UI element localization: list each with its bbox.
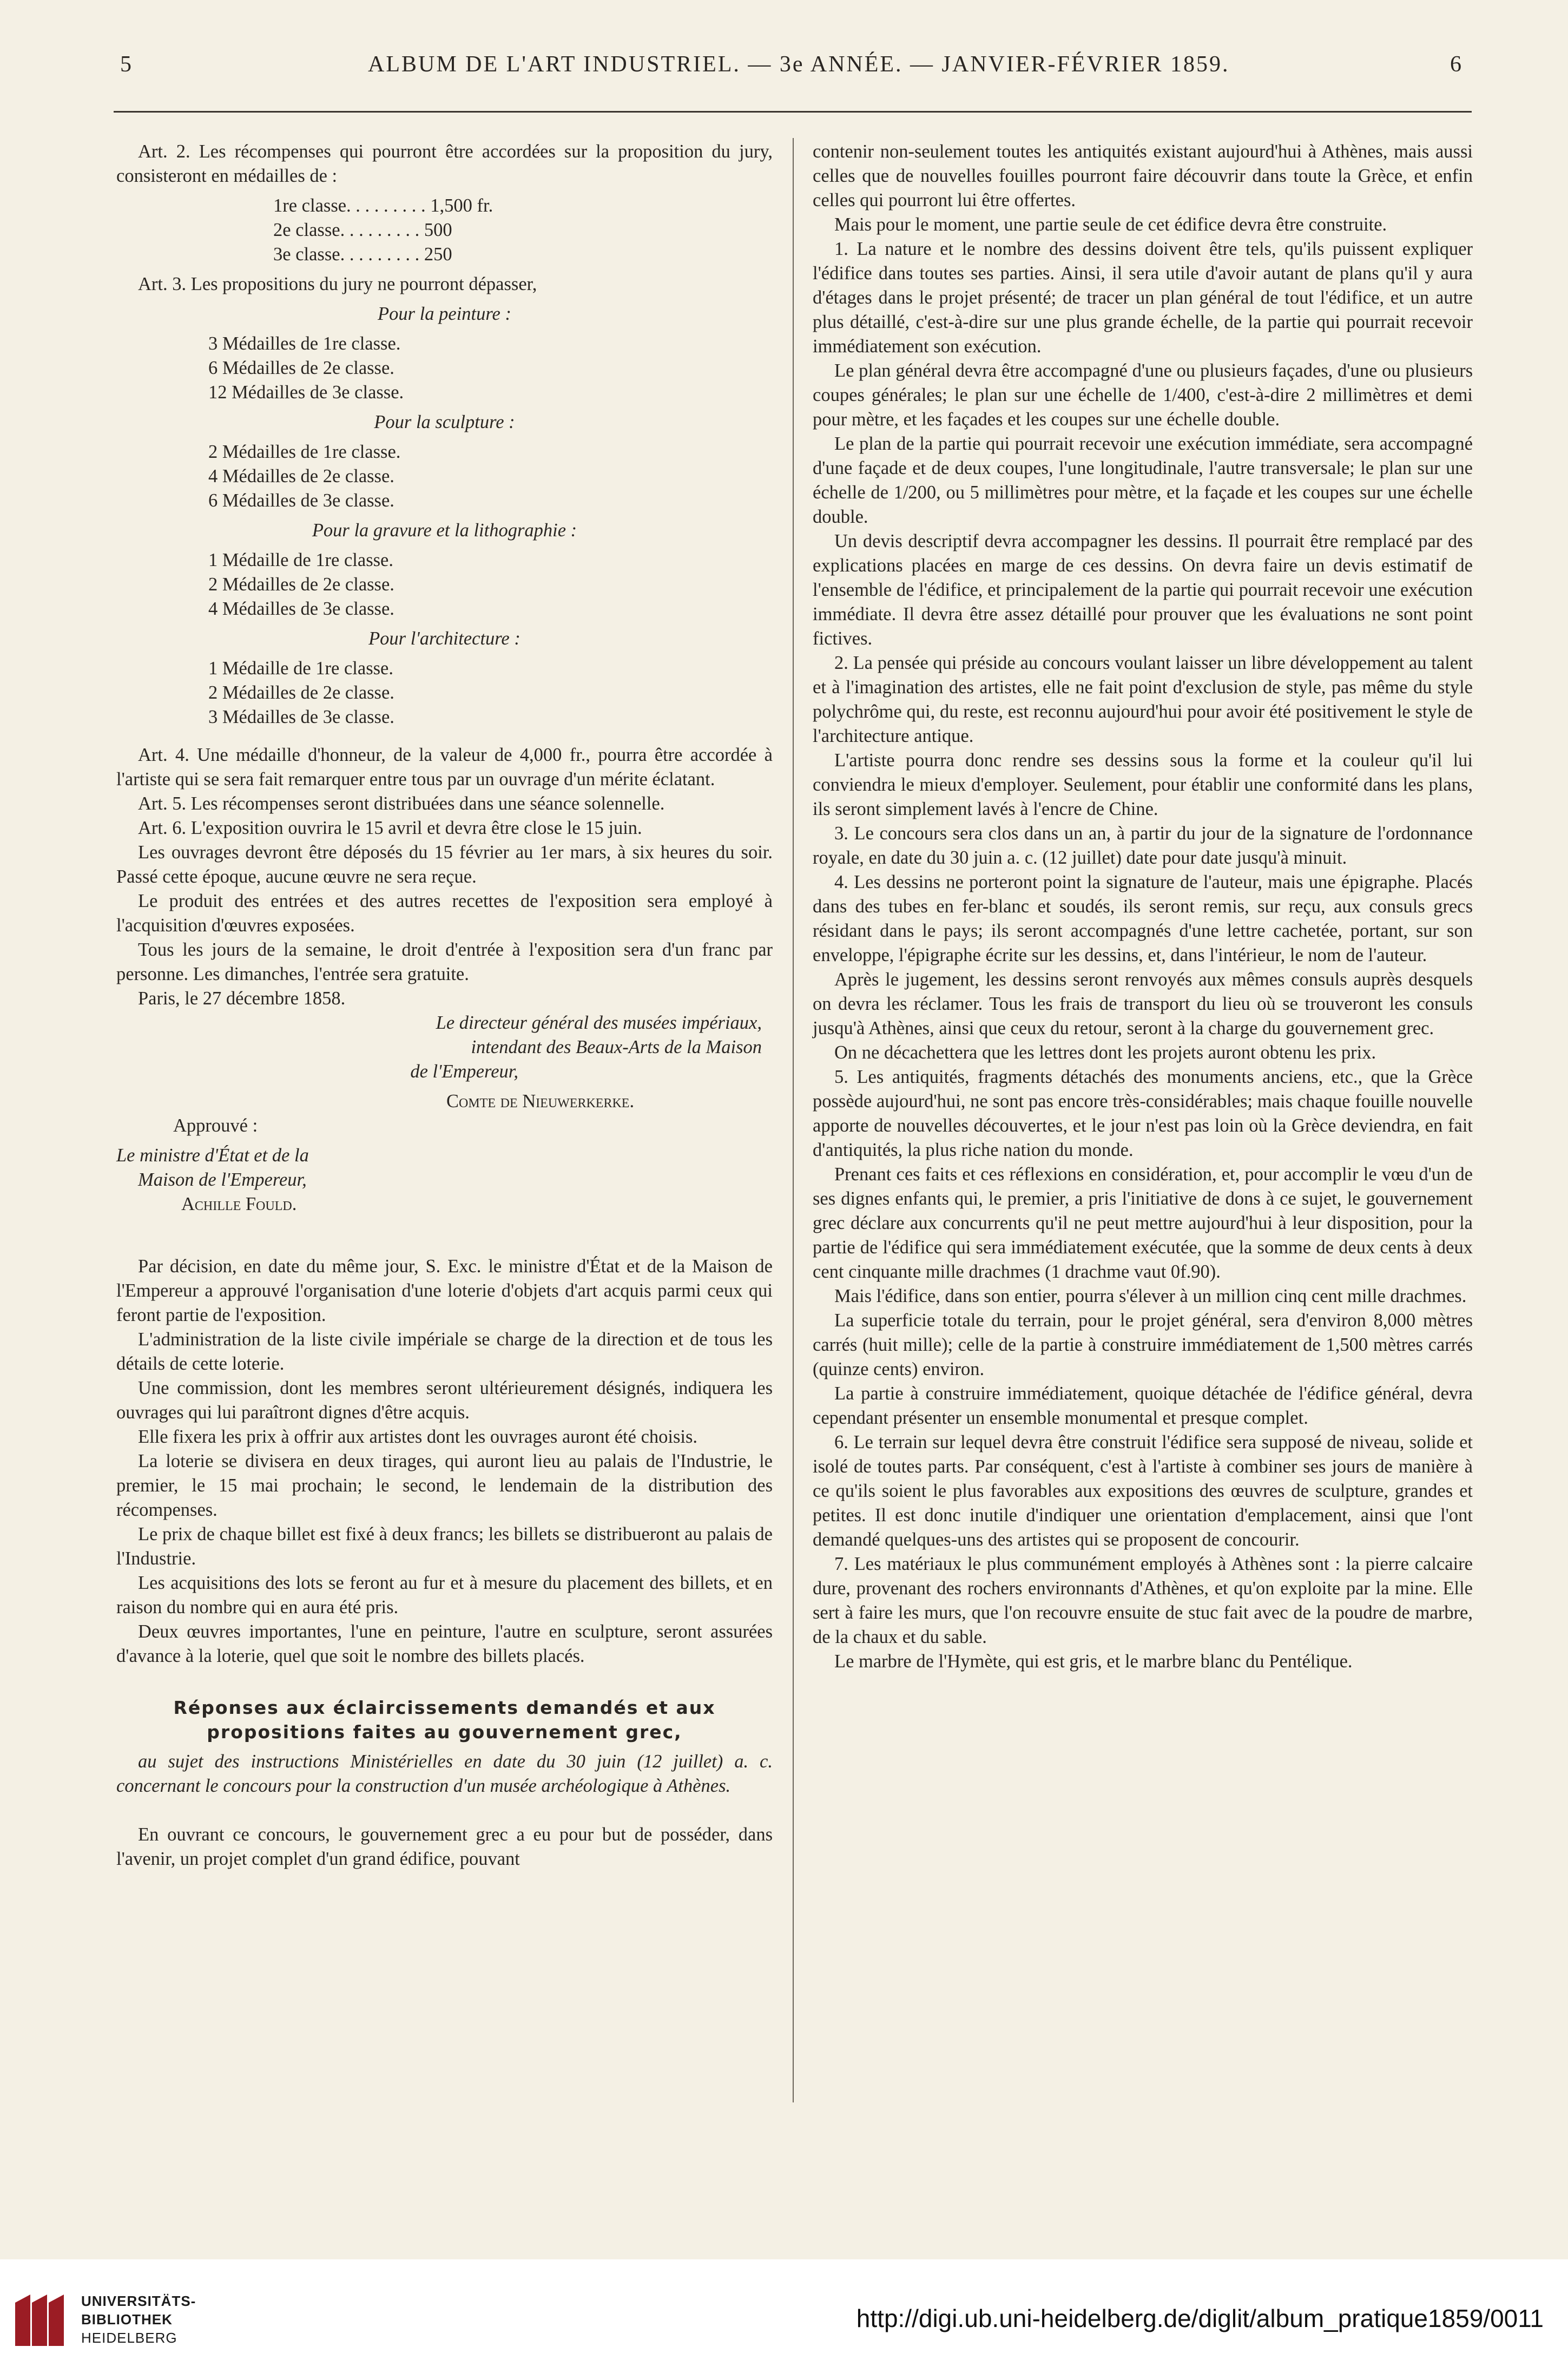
paragraph: Elle fixera les prix à offrir aux artistes dont les ouvrages auront été choisis. [138,1427,698,1447]
section-heading: propositions faites au gouvernement grec, [207,1721,682,1743]
paragraph: En ouvrant ce concours, le gouvernement grec a eu pour but de posséder, dans l'avenir, un projet complet d'un grand édifice, pouvant [116,1824,773,1869]
paragraph: La superficie totale du terrain, pour le projet général, sera d'environ 8,000 mètres carrés (huit mille); celle de la partie à construire immédiatement de 1,500 mètres carrés (quinze cents) environ. [813,1310,1473,1379]
medal-line: 1 Médaille de 1re classe. [208,658,393,679]
paragraph: Après le jugement, les dessins seront renvoyés aux mêmes consuls auprès desquels on devra les réclamer. Tous les frais de transport du lieu où se trouveront les consuls jusqu'à Athènes, ainsi que ceux du retour, seront à la charge du gouvernement grec. [813,969,1473,1038]
date-line: Paris, le 27 décembre 1858. [138,988,346,1009]
medal-line: 6 Médailles de 2e classe. [208,358,394,378]
page-number-left: 5 [120,52,133,77]
medal-line: 3 Médailles de 3e classe. [208,707,394,727]
medal-line: 1 Médaille de 1re classe. [208,550,393,570]
medal-line: 2 Médailles de 2e classe. [208,682,394,703]
paragraph: Le plan de la partie qui pourrait recevoir une exécution immédiate, sera accompagné d'une façade et de deux coupes, l'une longitudinale, l'autre transversale; le plan sur une échelle de 1/200, ou 5 millimètres pour mètre, et la façade et les coupes sur une échelle double. [813,433,1473,527]
section-title-sculpture: Pour la sculpture : [374,412,515,432]
paragraph: Le plan général devra être accompagné d'une ou plusieurs façades, d'une ou plusieurs coupes générales; le plan sur une échelle de 1/400, c'est-à-dire 2 millimètres et demi pour mètre, et les façades et les coupes sur une échelle double. [813,360,1473,430]
paragraph: Les acquisitions des lots se feront au fur et à mesure du placement des billets, et en raison du nombre qui en aura été pris. [116,1573,773,1618]
paragraph: Un devis descriptif devra accompagner les dessins. Il pourrait être remplacé par des explications placées en marge de ces dessins. On devra faire un devis estimatif de l'ensemble de l'édifice, et principalement de la partie qui pourrait recevoir une exécution immédiate. Il devra être assez détaillé pour prouver que les évaluations ne sont point fictives. [813,531,1473,649]
paragraph: Prenant ces faits et ces réflexions en considération, et, pour accomplir le vœu d'un de ses dignes enfants qui, le premier, a pris l'initiative de dons à ce sujet, le gouvernement grec déclare aux concurrents qu'il ne peut mettre aujourd'hui à leur disposition, pour la partie de l'édifice qui sera immédiatement exécutée, que la somme de deux cents à deux cent cinquante mille drachmes (1 drachme vaut 0f.90). [813,1164,1473,1282]
medal-line: 3 Médailles de 1re classe. [208,333,401,354]
section-subheading: au sujet des instructions Ministérielles en date du 30 juin (12 juillet) a. c. concernant le concours pour la construction d'un musée archéologique à Athènes. [116,1751,773,1796]
section-heading: Réponses aux éclaircissements demandés et aux [173,1697,716,1718]
paragraph: L'artiste pourra donc rendre ses dessins sous la forme et la couleur qu'il lui conviendra le mieux d'employer. Seulement, pour établir une conformité dans les plans, ils seront simplement lavés à l'encre de Chine. [813,750,1473,819]
signature-line: Le ministre d'État et de la [116,1145,309,1166]
medal-line: 4 Médailles de 3e classe. [208,599,394,619]
medal-line: 2 Médailles de 1re classe. [208,442,401,462]
article-5: Art. 5. Les récompenses seront distribuées dans une séance solennelle. [138,793,665,814]
column-divider [793,138,794,2102]
signatory-name: Achille Fould. [181,1194,297,1214]
medal-line: 6 Médailles de 3e classe. [208,490,394,511]
signature-line: Le directeur général des musées impériaux, [436,1013,762,1033]
paragraph: Le prix de chaque billet est fixé à deux francs; les billets se distribueront au palais de l'Industrie. [116,1524,773,1569]
paragraph: 2. La pensée qui préside au concours voulant laisser un libre développement au talent et à l'imagination des artistes, elle ne fait point d'exclusion de style, pas même du style polychrôme qui, du reste, est reconnu aujourd'hui pour avoir été positivement le style de l'architecture antique. [813,653,1473,746]
paragraph: Une commission, dont les membres seront ultérieurement désignés, indiquera les ouvrages qui lui paraîtront dignes d'être acquis. [116,1378,773,1423]
paragraph: La partie à construire immédiatement, quoique détachée de l'édifice général, devra cependant présenter un ensemble monumental et presque complet. [813,1383,1473,1428]
paragraph: Le produit des entrées et des autres recettes de l'exposition sera employé à l'acquisition d'œuvres exposées. [116,891,773,936]
class-line: 1re classe. . . . . . . . . 1,500 fr. [273,195,493,216]
signature-line: Maison de l'Empereur, [138,1169,307,1190]
university-library-logo-icon [15,2295,64,2346]
library-name: UNIVERSITÄTS- BIBLIOTHEK HEIDELBERG [81,2293,196,2346]
signature-line: de l'Empereur, [410,1061,518,1082]
signature-line: intendant des Beaux-Arts de la Maison [471,1037,762,1057]
medal-line: 4 Médailles de 2e classe. [208,466,394,487]
class-line: 2e classe. . . . . . . . . 500 [273,220,452,240]
paragraph: 4. Les dessins ne porteront point la signature de l'auteur, mais une épigraphe. Placés dans des tubes en fer-blanc et soudés, ils seront remis, sur reçu, aux consuls grecs résidant dans le pays; ils seront accompagnés d'une lettre cachetée, portant, sur son enveloppe, l'épigraphe écrite sur les dessins, et, dans l'intérieur, le nom de l'auteur. [813,872,1473,965]
article-3: Art. 3. Les propositions du jury ne pourront dépasser, [138,274,537,294]
library-footer [0,2259,1568,2373]
header-rule [114,111,1472,113]
page-header [0,51,1568,89]
paragraph: Par décision, en date du même jour, S. Exc. le ministre d'État et de la Maison de l'Empereur a approuvé l'organisation d'une loterie d'objets d'art acquis parmi ceux qui feront partie de l'exposition. [116,1256,773,1325]
source-url-link[interactable]: http://digi.ub.uni-heidelberg.de/diglit/album_pratique1859/0011 [856,2304,1544,2332]
right-column [813,140,1473,1674]
paragraph: Deux œuvres importantes, l'une en peinture, l'autre en sculpture, seront assurées d'avance à la loterie, quel que soit le nombre des billets placés. [116,1621,773,1666]
paragraph: 5. Les antiquités, fragments détachés des monuments anciens, etc., que la Grèce possède aujourd'hui, ne sont pas encore très-considérables; mais chaque fouille nouvelle apporte de nouvelles découvertes, et le jour n'est pas loin où la Grèce deviendra, en fait d'antiquités, la plus riche nation du monde. [813,1067,1473,1160]
paragraph: Mais pour le moment, une partie seule de cet édifice devra être construite. [834,214,1387,235]
paragraph: 3. Le concours sera clos dans un an, à partir du jour de la signature de l'ordonnance royale, en date du 30 juin a. c. (12 juillet) date pour date jusqu'à minuit. [813,823,1473,868]
medal-line: 12 Médailles de 3e classe. [208,382,404,403]
paragraph: Mais l'édifice, dans son entier, pourra s'élever à un million cinq cent mille drachmes. [834,1286,1467,1306]
running-title: ALBUM DE L'ART INDUSTRIEL. — 3e ANNÉE. — JANVIER-FÉVRIER 1859. [368,52,1230,77]
paragraph: L'administration de la liste civile impériale se charge de la direction et de tous les détails de cette loterie. [116,1329,773,1374]
medal-line: 2 Médailles de 2e classe. [208,574,394,595]
paragraph: On ne décachettera que les lettres dont les projets auront obtenu les prix. [834,1042,1376,1063]
article-6: Art. 6. L'exposition ouvrira le 15 avril et devra être close le 15 juin. [138,818,642,838]
paragraph: Les ouvrages devront être déposés du 15 février au 1er mars, à six heures du soir. Passé cette époque, aucune œuvre ne sera reçue. [116,842,773,887]
paragraph: 1. La nature et le nombre des dessins doivent être tels, qu'ils puissent expliquer l'édifice dans toutes ses parties. Ainsi, il sera utile d'avoir autant de plans qu'il y aura d'étages dans le projet présenté; de tracer un plan général de tout l'édifice, et un autre plus détaillé, c'est-à-dire sur une plus grande échelle, de la partie qui pourrait recevoir immédiatement son exécution. [813,239,1473,357]
signatory-name: Comte de Nieuwerkerke. [446,1091,635,1112]
page-number-right: 6 [1450,52,1463,77]
paragraph: 6. Le terrain sur lequel devra être construit l'édifice sera supposé de niveau, solide et isolé de toutes parts. Par conséquent, c'est à l'artiste à combiner ses jours de manière à ce qu'ils soient le plus favorables aux expositions des œuvres de sculpture, grandes et petites. Il est donc inutile d'indiquer une orientation d'emplacement, ainsi que l'ont demandé quelques-uns des artistes qui se proposent de concourir. [813,1432,1473,1550]
section-title-gravure: Pour la gravure et la lithographie : [312,520,577,541]
paragraph: Le marbre de l'Hymète, qui est gris, et le marbre blanc du Pentélique. [834,1651,1353,1672]
class-line: 3e classe. . . . . . . . . 250 [273,244,452,265]
section-title-architecture: Pour l'architecture : [368,628,521,649]
paragraph: 7. Les matériaux le plus communément employés à Athènes sont : la pierre calcaire dure, provenant des rochers environnants d'Athènes, et qu'on exploite par la mine. Elle sert à faire les murs, que l'on recouvre ensuite de stuc fait avec de la poudre de marbre, de la chaux et du sable. [813,1554,1473,1647]
paragraph: contenir non-seulement toutes les antiquités existant aujourd'hui à Athènes, mais aussi celles que de nouvelles fouilles pourront faire découvrir dans toute la Grèce, et enfin celles qui pourront lui être offertes. [813,141,1473,211]
section-title-peinture: Pour la peinture : [378,304,511,324]
approval-label: Approuvé : [173,1115,258,1136]
paragraph: La loterie se divisera en deux tirages, qui auront lieu au palais de l'Industrie, le premier, le 15 mai prochain; le second, le lendemain de la distribution des récompenses. [116,1451,773,1520]
left-column [116,140,773,1871]
article-2: Art. 2. Les récompenses qui pourront être accordées sur la proposition du jury, consisteront en médailles de : [116,141,773,186]
paragraph: Tous les jours de la semaine, le droit d'entrée à l'exposition sera d'un franc par personne. Les dimanches, l'entrée sera gratuite. [116,939,773,984]
article-4: Art. 4. Une médaille d'honneur, de la valeur de 4,000 fr., pourra être accordée à l'artiste qui se sera fait remarquer entre tous par un ouvrage d'un mérite éclatant. [116,745,773,790]
